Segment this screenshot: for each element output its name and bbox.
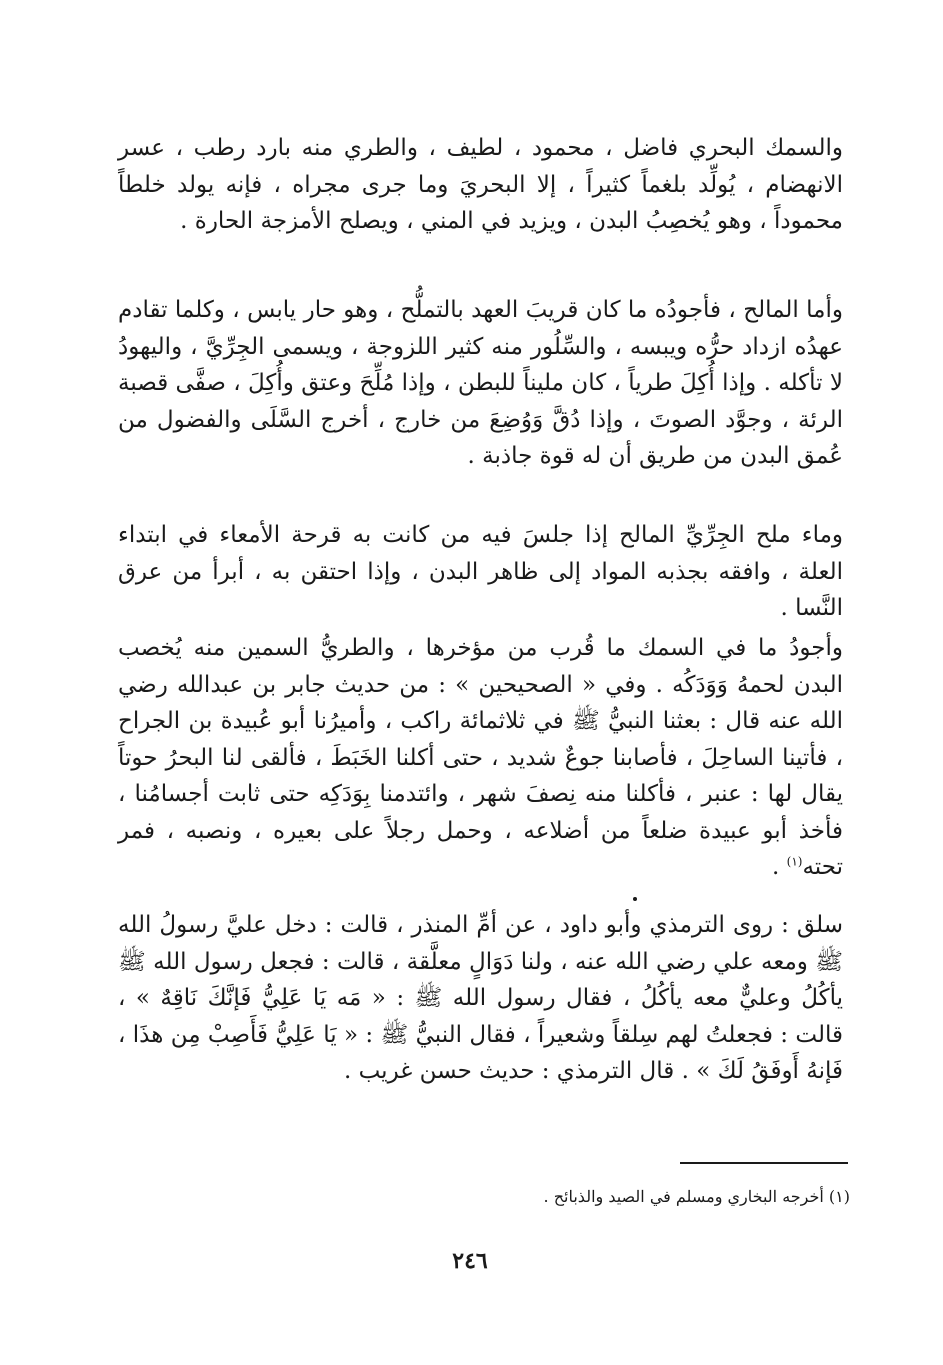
page-number: ٢٤٦ — [452, 1248, 488, 1274]
ink-dot — [633, 897, 637, 901]
paragraph-best-fish-hadith — [118, 630, 843, 886]
paragraph-salted-fish: وأما المالح ، فأجودُه ما كان قريبَ العهد بالتملُّح ، وهو حار يابس ، وكلما تقادم عهدُه ازداد حرُّه ويبسه ، والسِّلُور منه كثير اللزوجة ، ويسمى الجِرِّيَّ ، واليهودُ لا تأكله . وإذا أُكِلَ طرياً ، كان مليناً للبطن ، وإذا مُلِّحَ وعتق وأُكِلَ ، صفَّى قصبة الرئة ، وجوَّد الصوتَ ، وإذا دُقَّ وَوُضِعَ من خارج ، أخرج السَّلَى والفضول من عُمق البدن من طريق أن له قوة جاذبة . — [118, 297, 843, 469]
footnote-divider — [680, 1162, 848, 1164]
footnote-text: (١) أخرجه البخاري ومسلم في الصيد والذبائح . — [543, 1187, 850, 1206]
footnote-reference: (١) — [786, 854, 803, 869]
paragraph-body: وأجودُ ما في السمك ما قُرب من مؤخرها ، والطريُّ السمين منه يُخصب البدن لحمهُ وَوَدَكُه . وفي « الصحيحين » : من حديث جابر بن عبدالله رضي الله عنه قال : بعثنا النبيُّ ﷺ في ثلاثمائة راكب ، وأميرُنا أبو عُبيدة بن الجراح ، فأتينا الساحِلَ ، فأصابنا جوعٌ شديد ، حتى أكلنا الخَبَطَ ، فألقى لنا البحرُ حوتاً يقال لها : عنبر ، فأكلنا منه نِصفَ شهر ، وائتدمنا بِوَدَكِه حتى ثابت أجسامُنا ، فأخذ أبو عبيدة ضلعاً من أضلاعه ، وحمل رجلاً على بعيره ، ونصبه ، فمر تحته — [118, 635, 843, 880]
paragraph-chard: سلق : روى الترمذي وأبو داود ، عن أمِّ المنذر ، قالت : دخل عليَّ رسولُ الله ﷺ ومعه علي رضي الله عنه ، ولنا دَوَالٍ معلَّقة ، قالت : فجعل رسول الله ﷺ يأكُلُ وعليٌّ معه يأكُلُ ، فقال رسول الله ﷺ : « مَه يَا عَلِيُّ فَإنَّكَ نَاقِهٌ » ، قالت : فجعلتُ لهم سِلقاً وشعيراً ، فقال النبيُّ ﷺ : « يَا عَلِيُّ فَأَصِبْ مِن هذَا ، فَإنهُ أَوفَقُ لَكَ » . قال الترمذي : حديث حسن غريب . — [118, 912, 843, 1084]
paragraph-brine-water: وماء ملح الجِرِّيِّ المالح إذا جلسَ فيه من كانت به قرحة الأمعاء في ابتداء العلة ، وافقه بجذبه المواد إلى ظاهر البدن ، وإذا احتقن به ، أبرأ من عرق النَّسا . — [118, 522, 843, 621]
paragraph-sea-fish: والسمك البحري فاضل ، محمود ، لطيف ، والطري منه بارد رطب ، عسر الانهضام ، يُولِّد بلغماً كثيراً ، إلا البحريَ وما جرى مجراه ، فإنه يولد خلطاً محموداً ، وهو يُخصِبُ البدن ، ويزيد في المني ، ويصلح الأمزجة الحارة . — [118, 135, 843, 234]
paragraph-ending: . — [772, 854, 787, 880]
